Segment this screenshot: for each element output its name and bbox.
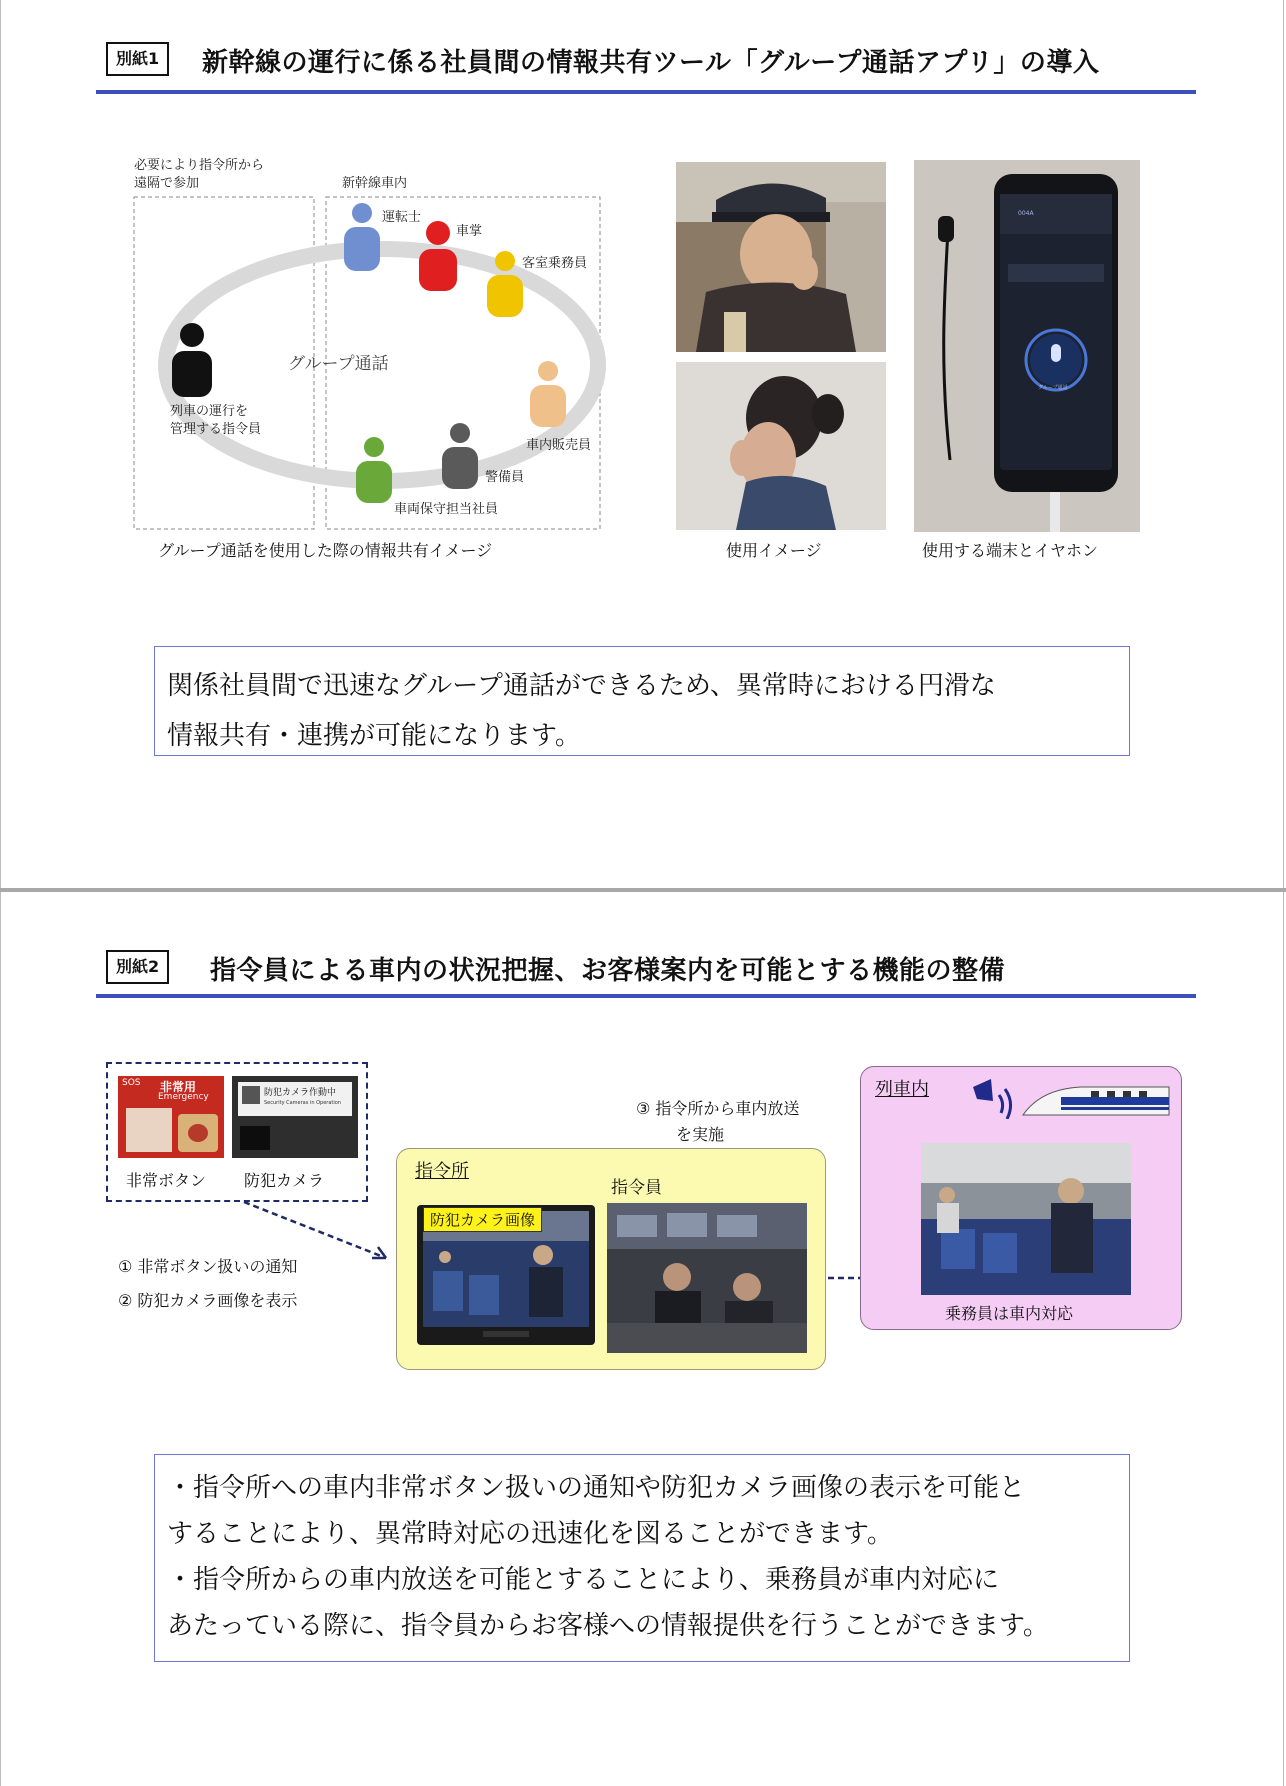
section2-title: 指令員による車内の状況把握、お客様案内を可能とする機能の整備 bbox=[210, 956, 1006, 986]
group-call-diagram bbox=[130, 155, 630, 535]
train-interior-caption: 乗務員は車内対応 bbox=[945, 1304, 1074, 1323]
emergency-button-photo bbox=[118, 1076, 224, 1158]
security-camera-photo bbox=[232, 1076, 358, 1158]
group-call-diagram-svg bbox=[130, 155, 630, 535]
train-interior-photo bbox=[921, 1143, 1131, 1295]
section1-tag: 別紙1 bbox=[106, 42, 169, 76]
dispatch-center-box bbox=[396, 1148, 826, 1370]
sos-text: SOS bbox=[122, 1078, 141, 1088]
emergency-en-text: Emergency bbox=[158, 1092, 209, 1102]
guard-label: 警備員 bbox=[485, 470, 525, 485]
device-dashed-box bbox=[106, 1062, 368, 1202]
dispatch-center-title: 指令所 bbox=[415, 1161, 469, 1182]
person-conductor-icon bbox=[419, 221, 457, 291]
emergency-button-icon bbox=[188, 1124, 208, 1142]
onboard-label: 新幹線車内 bbox=[342, 176, 408, 191]
security-camera-label: 防犯カメラ bbox=[244, 1171, 325, 1190]
camera-sign-en-text: Security Cameras in Operation bbox=[264, 1100, 341, 1106]
step3-text-line1: ③ 指令所から車内放送 bbox=[636, 1099, 800, 1118]
step3-text-line2: を実施 bbox=[676, 1125, 725, 1144]
device-photo-caption: 使用する端末とイヤホン bbox=[922, 541, 1099, 560]
remote-label-line1: 必要により指令所から bbox=[134, 158, 265, 173]
shinkansen-train-icon bbox=[1021, 1075, 1173, 1125]
section2-note-line1: ・指令所への車内非常ボタン扱いの通知や防犯カメラ画像の表示を可能と bbox=[167, 1473, 1026, 1503]
emergency-jp-text: 非常用 bbox=[160, 1080, 197, 1094]
center-label: グループ通話 bbox=[288, 354, 389, 374]
train-interior-box bbox=[860, 1066, 1182, 1330]
remote-label-line2: 遠隔で参加 bbox=[134, 176, 200, 191]
dispatcher-label-line2: 管理する指令員 bbox=[170, 422, 262, 437]
speaker-icon bbox=[971, 1073, 1021, 1119]
page-right-edge bbox=[1283, 0, 1284, 1786]
section2-note-line4: あたっている際に、指令員からお客様への情報提供を行うことができます。 bbox=[167, 1611, 1049, 1641]
section2-note-box bbox=[154, 1454, 1130, 1662]
attendant-label: 客室乗務員 bbox=[522, 256, 588, 271]
phone-talk-button-text: グループ通話 bbox=[1038, 385, 1068, 391]
phone-header-text: 004A bbox=[1018, 210, 1034, 217]
emergency-button-label: 非常ボタン bbox=[126, 1171, 207, 1190]
section1-note-box bbox=[154, 646, 1130, 756]
section2-note-line2: することにより、異常時対応の迅速化を図ることができます。 bbox=[167, 1519, 893, 1549]
section1-title: 新幹線の運行に係る社員間の情報共有ツール「グループ通話アプリ」の導入 bbox=[202, 48, 1100, 78]
page-left-edge bbox=[0, 0, 1, 1786]
person-maintenance-icon bbox=[356, 437, 392, 503]
monitor-label: 防犯カメラ画像 bbox=[423, 1207, 542, 1232]
step1-text: ① 非常ボタン扱いの通知 bbox=[118, 1257, 298, 1276]
section1-title-rule bbox=[96, 90, 1196, 94]
section1-note-line2: 情報共有・連携が可能になります。 bbox=[167, 721, 581, 751]
section2-title-rule bbox=[96, 994, 1196, 998]
dispatcher-photo bbox=[607, 1203, 807, 1353]
photo-conductor-headset bbox=[676, 162, 886, 352]
camera-sign-text: 防犯カメラ作動中 bbox=[264, 1088, 337, 1098]
section1-note-line1: 関係社員間で迅速なグループ通話ができるため、異常時における円滑な bbox=[167, 671, 996, 701]
section2-tag: 別紙2 bbox=[106, 950, 169, 984]
conductor-label: 車掌 bbox=[456, 224, 483, 239]
driver-label: 運転士 bbox=[382, 210, 422, 225]
person-driver-icon bbox=[344, 203, 380, 271]
person-guard-icon bbox=[442, 423, 478, 489]
photo-device-phone bbox=[914, 160, 1140, 532]
section2-note-line3: ・指令所からの車内放送を可能とすることにより、乗務員が車内対応に bbox=[167, 1565, 1000, 1595]
section-separator bbox=[0, 888, 1286, 892]
diagram-caption: グループ通話を使用した際の情報共有イメージ bbox=[158, 541, 493, 560]
dispatcher-label: 指令員 bbox=[611, 1178, 662, 1198]
photo-attendant-earphone bbox=[676, 362, 886, 530]
usage-photo-caption: 使用イメージ bbox=[726, 541, 822, 560]
dispatcher-label-line1: 列車の運行を bbox=[170, 404, 249, 419]
vendor-label: 車内販売員 bbox=[526, 438, 592, 453]
train-interior-title: 列車内 bbox=[875, 1079, 929, 1100]
step2-text: ② 防犯カメラ画像を表示 bbox=[118, 1291, 298, 1310]
person-vendor-icon bbox=[530, 361, 566, 427]
camera-icon bbox=[242, 1086, 260, 1104]
maintenance-label: 車両保守担当社員 bbox=[394, 502, 499, 517]
